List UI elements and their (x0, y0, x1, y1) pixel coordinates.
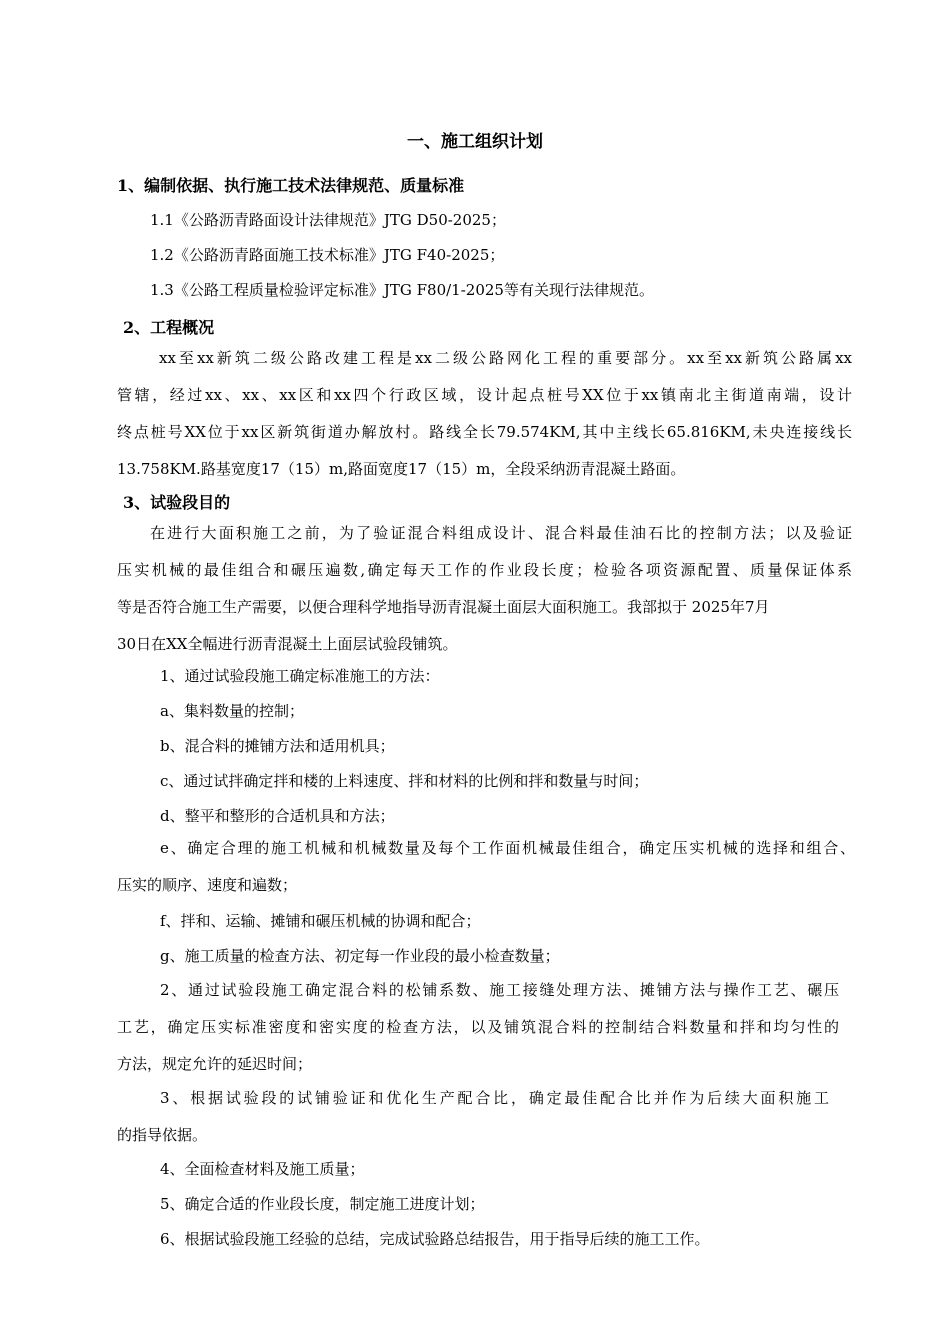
list-item: 5、确定合适的作业段长度，制定施工进度计划； (160, 1195, 485, 1213)
sub-item-e (117, 830, 855, 904)
sub-item: f、拌和、运输、摊铺和碾压机械的协调和配合； (160, 912, 481, 930)
paragraph-line: 终点桩号XX位于xx区新筑街道办解放村。路线全长79.574KM,其中主线长65.816KM,未央连接线长 (117, 423, 852, 441)
sub-item: d、整平和整形的合适机具和方法； (160, 807, 395, 825)
project-overview-paragraph (117, 340, 852, 488)
paragraph-line: 方法，规定允许的延迟时间； (117, 1055, 313, 1073)
paragraph-line: 压实机械的最佳组合和碾压遍数,确定每天工作的作业段长度；检验各项资源配置、质量保证体系 (117, 561, 852, 579)
paragraph-line: 等是否符合施工生产需要，以便合理科学地指导沥青混凝土面层大面积施工。我部拟于 2025年7月 (117, 598, 770, 616)
list-item: 4、全面检查材料及施工质量； (160, 1160, 365, 1178)
sub-item: c、通过试拌确定拌和楼的上料速度、拌和材料的比例和拌和数量与时间； (160, 772, 649, 790)
paragraph-line: 13.758KM.路基宽度17（15）m,路面宽度17（15）m，全段采纳沥青混凝土路面。 (117, 460, 686, 478)
standard-item: 1.3《公路工程质量检验评定标准》JTG F80/1-2025等有关现行法律规范。 (150, 281, 654, 299)
section-1-heading: 1、编制依据、执行施工技术法律规范、质量标准 (117, 176, 465, 195)
section-2-heading: 2、工程概况 (123, 318, 215, 337)
paragraph-line: 压实的顺序、速度和遍数； (117, 876, 298, 894)
list-item-2 (117, 972, 839, 1083)
section-3-heading: 3、试验段目的 (123, 493, 231, 512)
list-item: 6、根据试验段施工经验的总结，完成试验路总结报告，用于指导后续的施工工作。 (160, 1230, 710, 1248)
paragraph-line: 管辖，经过xx、xx、xx区和xx四个行政区域，设计起点桩号XX位于xx镇南北主街道南端，设计 (117, 386, 852, 404)
standard-item: 1.1《公路沥青路面设计法律规范》JTG D50-2025； (150, 211, 506, 229)
paragraph-line: 2、通过试验段施工确定混合料的松铺系数、施工接缝处理方法、摊铺方法与操作工艺、碾压 (160, 981, 839, 999)
sub-item: a、集料数量的控制； (160, 702, 304, 720)
purpose-paragraph (117, 515, 852, 663)
standard-item: 1.2《公路沥青路面施工技术标准》JTG F40-2025； (150, 246, 505, 264)
page-title: 一、施工组织计划 (407, 132, 543, 152)
list-item-3 (117, 1080, 829, 1154)
paragraph-line: 在进行大面积施工之前，为了验证混合料组成设计、混合料最佳油石比的控制方法；以及验证 (150, 524, 852, 542)
sub-item: g、施工质量的检查方法、初定每一作业段的最小检查数量； (160, 947, 560, 965)
paragraph-line: 30日在XX全幅进行沥青混凝土上面层试验段铺筑。 (117, 635, 458, 653)
paragraph-line: e、确定合理的施工机械和机械数量及每个工作面机械最佳组合，确定压实机械的选择和组合、 (160, 839, 855, 857)
list-item: 1、通过试验段施工确定标准施工的方法： (160, 667, 440, 685)
sub-item: b、混合料的摊铺方法和适用机具； (160, 737, 395, 755)
paragraph-line: 工艺，确定压实标准密度和密实度的检查方法，以及铺筑混合料的控制结合料数量和拌和均匀性的 (117, 1018, 839, 1036)
paragraph-line: 3、根据试验段的试铺验证和优化生产配合比，确定最佳配合比并作为后续大面积施工 (160, 1089, 829, 1107)
paragraph-line: xx至xx新筑二级公路改建工程是xx二级公路网化工程的重要部分。xx至xx新筑公路属xx (159, 349, 852, 367)
paragraph-line: 的指导依据。 (117, 1126, 208, 1144)
